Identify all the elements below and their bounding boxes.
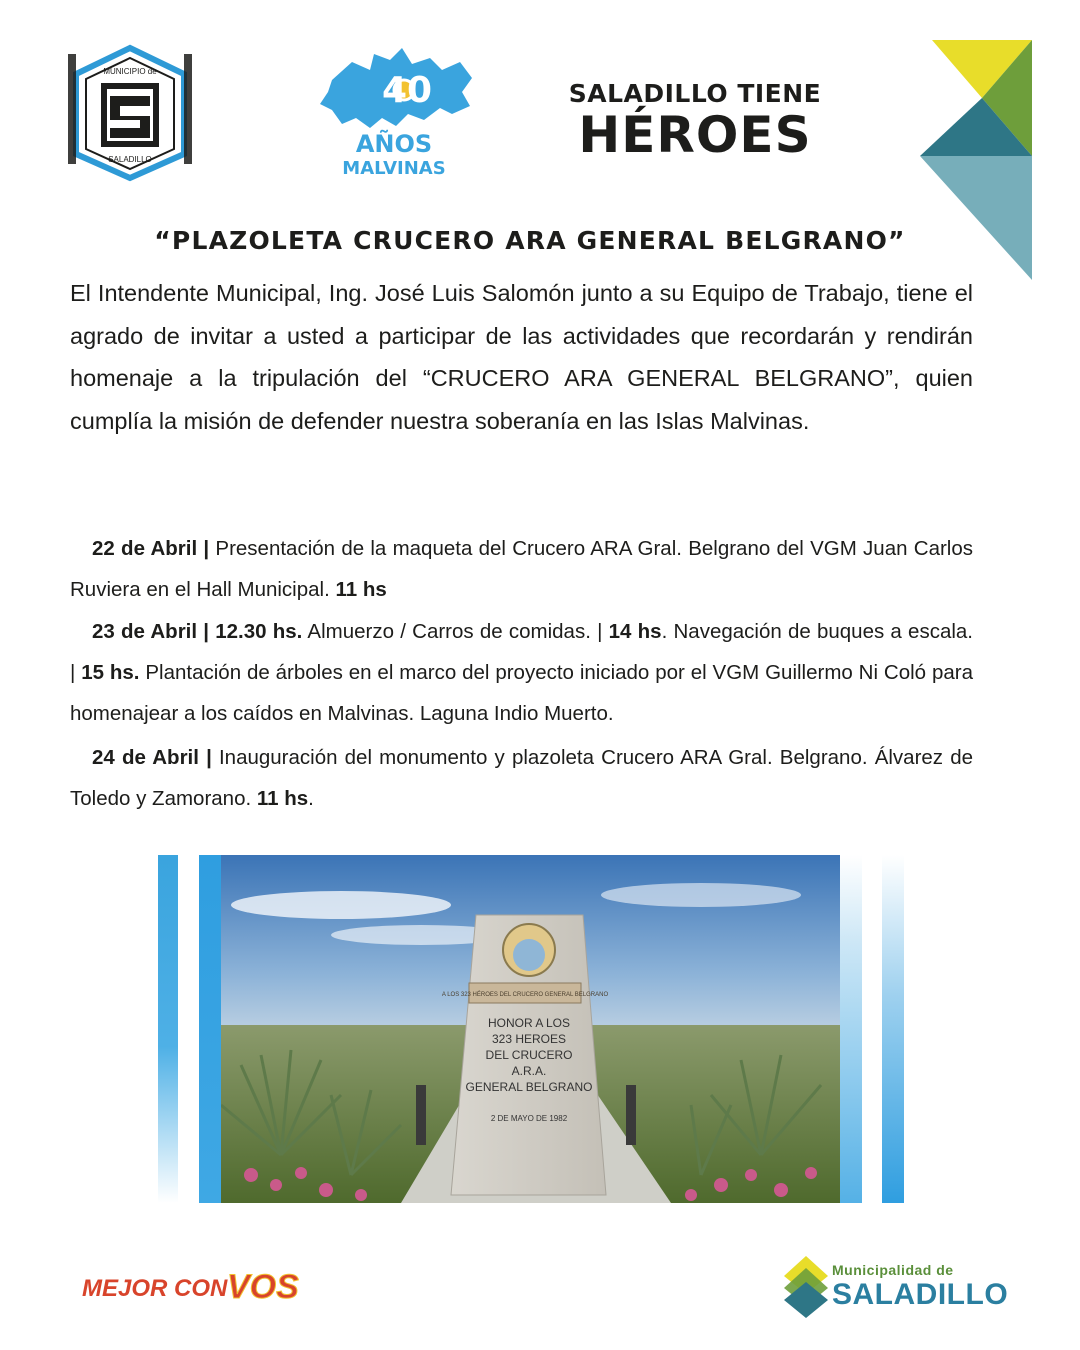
event-end: . <box>308 787 314 810</box>
slogan-line1: SALADILLO TIENE <box>568 79 822 108</box>
monument-line3: DEL CRUCERO <box>485 1048 573 1062</box>
saladillo-label: SALADILLO <box>832 1278 1009 1311</box>
page-title: “PLAZOLETA CRUCERO ARA GENERAL BELGRANO” <box>154 226 906 255</box>
event-text: Presentación de la maqueta del Crucero ARA Gral. Belgrano del VGM Juan Carlos Ruviera en el Hall Municipal. <box>70 537 973 601</box>
monument-date: 2 DE MAYO DE 1982 <box>490 1114 568 1123</box>
event-april-22 <box>70 528 973 610</box>
event-april-23 <box>70 611 973 734</box>
slogan-b: VOS <box>227 1268 299 1306</box>
municipalidad-label: Municipalidad de <box>832 1262 954 1278</box>
saladillo-tiene-heroes <box>560 80 830 162</box>
monument-line1: HONOR A LOS <box>487 1016 571 1030</box>
intro-paragraph: El Intendente Municipal, Ing. José Luis Salomón junto a su Equipo de Trabajo, tiene el agrado de invitar a usted a participar de las actividades que recordarán y rendirán homenaje a la tripulación del “CRUCERO ARA GENERAL BELGRANO”, quien cumplía la misión de defender nuestra soberanía en las Islas Malvinas. <box>70 280 973 434</box>
decorative-bar <box>199 855 221 1203</box>
monument-plaque: A LOS 323 HÉROES DEL CRUCERO GENERAL BELGRANO <box>441 992 609 998</box>
malvinas-40-logo <box>312 40 477 180</box>
municipalidad-diamond-icon <box>782 1254 830 1320</box>
event-date: 24 de Abril | <box>92 746 212 769</box>
slogan-a: MEJOR CON <box>82 1275 228 1302</box>
monument-line4: A.R.A. <box>511 1064 547 1078</box>
malvinas-line2: MALVINAS <box>342 158 446 179</box>
municipio-saladillo-logo <box>66 44 194 182</box>
monument-render-image <box>221 855 840 1203</box>
event-time: 11 hs <box>335 578 387 601</box>
event-text: Plantación de árboles en el marco del proyecto iniciado por el VGM Guillermo Ni Coló para homenajear a los caídos en Malvinas. Laguna Indio Muerto. <box>70 661 973 725</box>
decorative-bar <box>882 855 904 1203</box>
mejor-con-vos-slogan <box>82 1262 302 1312</box>
logo-bottom-text: SALADILLO <box>108 155 152 164</box>
event-text: Inauguración del monumento y plazoleta Crucero ARA Gral. Belgrano. Álvarez de Toledo y Zamorano. <box>70 746 973 810</box>
event-time: 15 hs. <box>81 661 140 684</box>
decorative-bar <box>840 855 862 1203</box>
monument-line5: GENERAL BELGRANO <box>465 1080 593 1094</box>
malvinas-line1: AÑOS <box>355 130 433 158</box>
decorative-bar <box>158 855 178 1203</box>
malvinas-number: 40 <box>382 70 433 111</box>
slogan-line2: HÉROES <box>578 106 812 164</box>
event-text: Almuerzo / Carros de comidas. | <box>302 620 609 643</box>
event-april-24 <box>70 737 973 819</box>
event-time: 11 hs <box>256 787 309 810</box>
monument-line2: 323 HEROES <box>491 1032 567 1046</box>
event-date: 22 de Abril | <box>92 537 210 560</box>
event-text: . Navegación de buques a escala. | <box>70 620 973 684</box>
event-date: 23 de Abril | 12.30 hs. <box>92 620 303 643</box>
event-time: 14 hs <box>608 620 662 643</box>
logo-top-text: MUNICIPIO de <box>103 67 157 76</box>
